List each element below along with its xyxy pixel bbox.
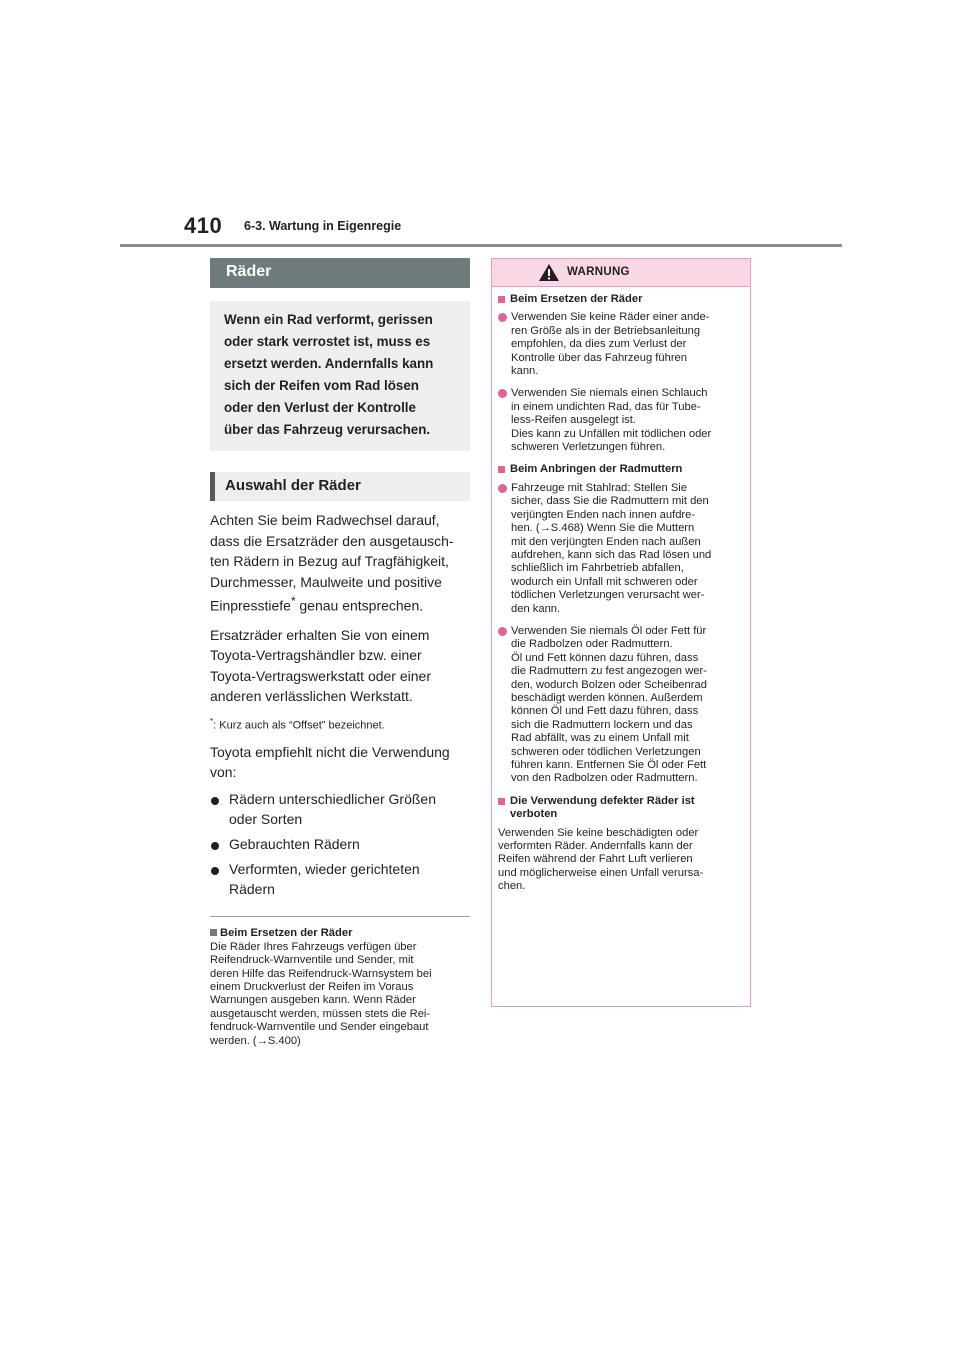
text-line: von: — [210, 764, 237, 781]
text-line: wodurch ein Unfall mit schweren oder — [511, 575, 698, 588]
text-line: werden. (→S.400) — [210, 1034, 301, 1047]
note-heading-text: Beim Ersetzen der Räder — [220, 926, 353, 939]
text-line: Verwenden Sie niemals Öl oder Fett für — [511, 624, 707, 637]
warning-box — [491, 258, 751, 1007]
text-line: chen. — [498, 880, 526, 893]
text-line: die Radbolzen oder Radmuttern. — [511, 638, 673, 651]
text-line: verformten Räder. Andernfalls kann der — [498, 840, 693, 853]
text-line: Verwenden Sie niemals einen Schlauch — [511, 387, 708, 400]
footnote — [210, 715, 470, 733]
text-line: verboten — [510, 808, 558, 821]
intro-line: Wenn ein Rad verformt, gerissen — [224, 312, 433, 327]
text-line: den kann. — [511, 602, 561, 615]
note-text — [210, 941, 470, 1048]
section-title: 6-3. Wartung in Eigenregie — [244, 219, 402, 233]
intro-box — [210, 301, 470, 451]
text-line: Toyota empfiehlt nicht die Verwendung — [210, 743, 450, 760]
square-bullet-icon — [498, 798, 505, 805]
text-fragment: genau entsprechen. — [295, 598, 424, 615]
text-line: Rädern — [229, 881, 275, 898]
intro-line: oder den Verlust der Kontrolle — [224, 400, 416, 415]
text-line: schließlich im Fahrbetrieb abfallen, — [511, 562, 684, 575]
text-line: Verwenden Sie keine beschädigten oder — [498, 826, 699, 839]
warning-header — [492, 259, 750, 287]
list-item — [210, 789, 470, 830]
bullet-icon — [498, 627, 507, 636]
warning-item — [498, 311, 744, 378]
footnote-marker: * — [210, 717, 214, 726]
text-line: Reifendruck-Warnventile und Sender, mit — [210, 954, 414, 967]
text-line: schweren Verletzungen führen. — [511, 441, 666, 454]
text-line: den, wodurch Bolzen oder Scheibenrad — [511, 678, 707, 691]
text-line: ren Größe als in der Betriebsanleitung — [511, 324, 701, 337]
warning-title: WARNUNG — [567, 266, 630, 278]
text-line: Reifen während der Fahrt Luft verlieren — [498, 853, 693, 866]
text-fragment: Einpresstiefe — [210, 598, 291, 615]
square-bullet-icon — [210, 929, 217, 936]
text-line: tödlichen Verletzungen verursacht wer- — [511, 589, 705, 602]
paragraph-recommendation — [210, 742, 470, 783]
note-divider — [210, 916, 470, 917]
text-line: Verwenden Sie keine Räder einer ande- — [511, 311, 710, 324]
text-line: Toyota-Vertragswerkstatt oder einer — [210, 667, 431, 684]
bullet-icon — [211, 797, 219, 805]
bullet-icon — [498, 313, 507, 322]
text-line: less-Reifen ausgelegt ist. — [511, 414, 636, 427]
text-line: von den Radbolzen oder Radmuttern. — [511, 772, 698, 785]
text-line: sicher, dass Sie die Radmuttern mit den — [511, 495, 709, 508]
subsection-heading: Auswahl der Räder — [210, 472, 470, 501]
bullet-list — [210, 789, 470, 900]
warning-subheading — [498, 795, 744, 822]
warning-item — [498, 387, 744, 454]
text-line: Ersatzräder erhalten Sie von einem — [210, 626, 430, 643]
text-line: mit den verjüngten Enden nach außen — [511, 535, 701, 548]
text-line: Warnungen ausgeben kann. Wenn Räder — [210, 994, 416, 1007]
text-line: kann. — [511, 365, 539, 378]
text-line: Die Verwendung defekter Räder ist — [510, 794, 695, 807]
text-line: Rad abfällt, was zu einem Unfall mit — [511, 732, 689, 745]
paragraph-wheel-replacement — [210, 510, 470, 617]
square-bullet-icon — [498, 296, 505, 303]
text-line: dass die Ersatzräder den ausgetausch- — [210, 532, 454, 549]
bullet-icon — [211, 867, 219, 875]
text-line: schweren oder tödlichen Verletzungen — [511, 745, 701, 758]
list-item — [210, 834, 470, 855]
footnote-text: : Kurz auch als “Offset” bezeichnet. — [213, 719, 385, 732]
text-line: in einem undichten Rad, das für Tube- — [511, 400, 701, 413]
warning-triangle-icon — [538, 263, 560, 282]
text-line: oder Sorten — [229, 811, 303, 828]
text-line: die Radmuttern zu fest angezogen wer- — [511, 665, 707, 678]
footnote-marker: * — [290, 595, 296, 609]
list-item — [210, 859, 470, 900]
text-line: deren Hilfe das Reifendruck-Warnsystem bei — [210, 967, 432, 980]
text-line: Durchmesser, Maulweite und positive — [210, 573, 442, 590]
text-line: können Öl und Fett dazu führen, dass — [511, 705, 699, 718]
intro-line: über das Fahrzeug verursachen. — [224, 422, 431, 437]
text-line: einem Druckverlust der Reifen im Voraus — [210, 981, 414, 994]
text-line: Fahrzeuge mit Stahlrad: Stellen Sie — [511, 481, 687, 494]
text-line: und möglicherweise einen Unfall verursa- — [498, 866, 704, 879]
warning-subheading — [498, 293, 744, 306]
text-line: hen. (→S.468) Wenn Sie die Muttern — [511, 522, 695, 535]
warning-item — [498, 482, 744, 616]
text-line: aufdrehen, kann sich das Rad lösen und — [511, 548, 712, 561]
warning-subheading — [498, 463, 744, 476]
text-line: Beim Ersetzen der Räder — [510, 293, 643, 305]
text-line: anderen verlässlichen Werkstatt. — [210, 688, 413, 705]
text-line: Kontrolle über das Fahrzeug führen — [511, 351, 688, 364]
text-line: ten Rädern in Bezug auf Tragfähigkeit, — [210, 553, 449, 570]
text-line: Achten Sie beim Radwechsel darauf, — [210, 512, 440, 528]
paragraph-dealer — [210, 625, 470, 707]
text-line: empfohlen, da dies zum Verlust der — [511, 338, 687, 351]
section-heading: Räder — [210, 258, 470, 288]
bullet-icon — [211, 842, 219, 850]
text-line: Dies kann zu Unfällen mit tödlichen oder — [511, 427, 712, 440]
text-line: ausgetauscht werden, müssen stets die Rei- — [210, 1007, 431, 1020]
note-heading — [210, 927, 470, 939]
text-line: Rädern unterschiedlicher Größen — [229, 790, 436, 807]
text-line: verjüngten Enden nach innen aufdre- — [511, 508, 696, 521]
text-line: Öl und Fett können dazu führen, dass — [511, 651, 699, 664]
page-number: 410 — [184, 213, 223, 238]
bullet-icon — [498, 389, 507, 398]
text-line: fendruck-Warnventile und Sender eingebaut — [210, 1021, 429, 1034]
text-line: beschädigt werden können. Außerdem — [511, 691, 703, 704]
intro-line: ersetzt werden. Andernfalls kann — [224, 356, 434, 371]
warning-body — [492, 287, 750, 894]
text-line: Toyota-Vertragshändler bzw. einer — [210, 647, 422, 664]
square-bullet-icon — [498, 466, 505, 473]
text-line: Die Räder Ihres Fahrzeugs verfügen über — [210, 940, 417, 953]
text-line: Verformten, wieder gerichteten — [229, 860, 420, 877]
warning-paragraph — [498, 827, 744, 894]
intro-line: oder stark verrostet ist, muss es — [224, 334, 431, 349]
warning-item — [498, 625, 744, 786]
text-line: Beim Anbringen der Radmuttern — [510, 463, 683, 476]
intro-line: sich der Reifen vom Rad lösen — [224, 378, 419, 393]
text-line: führen kann. Entfernen Sie Öl oder Fett — [511, 759, 707, 771]
text-line — [210, 592, 470, 616]
left-column — [210, 258, 470, 1048]
text-line: sich die Radmuttern lockern und das — [511, 718, 693, 731]
header-divider — [120, 244, 842, 247]
text-line: Gebrauchten Rädern — [229, 836, 360, 853]
bullet-icon — [498, 484, 507, 493]
